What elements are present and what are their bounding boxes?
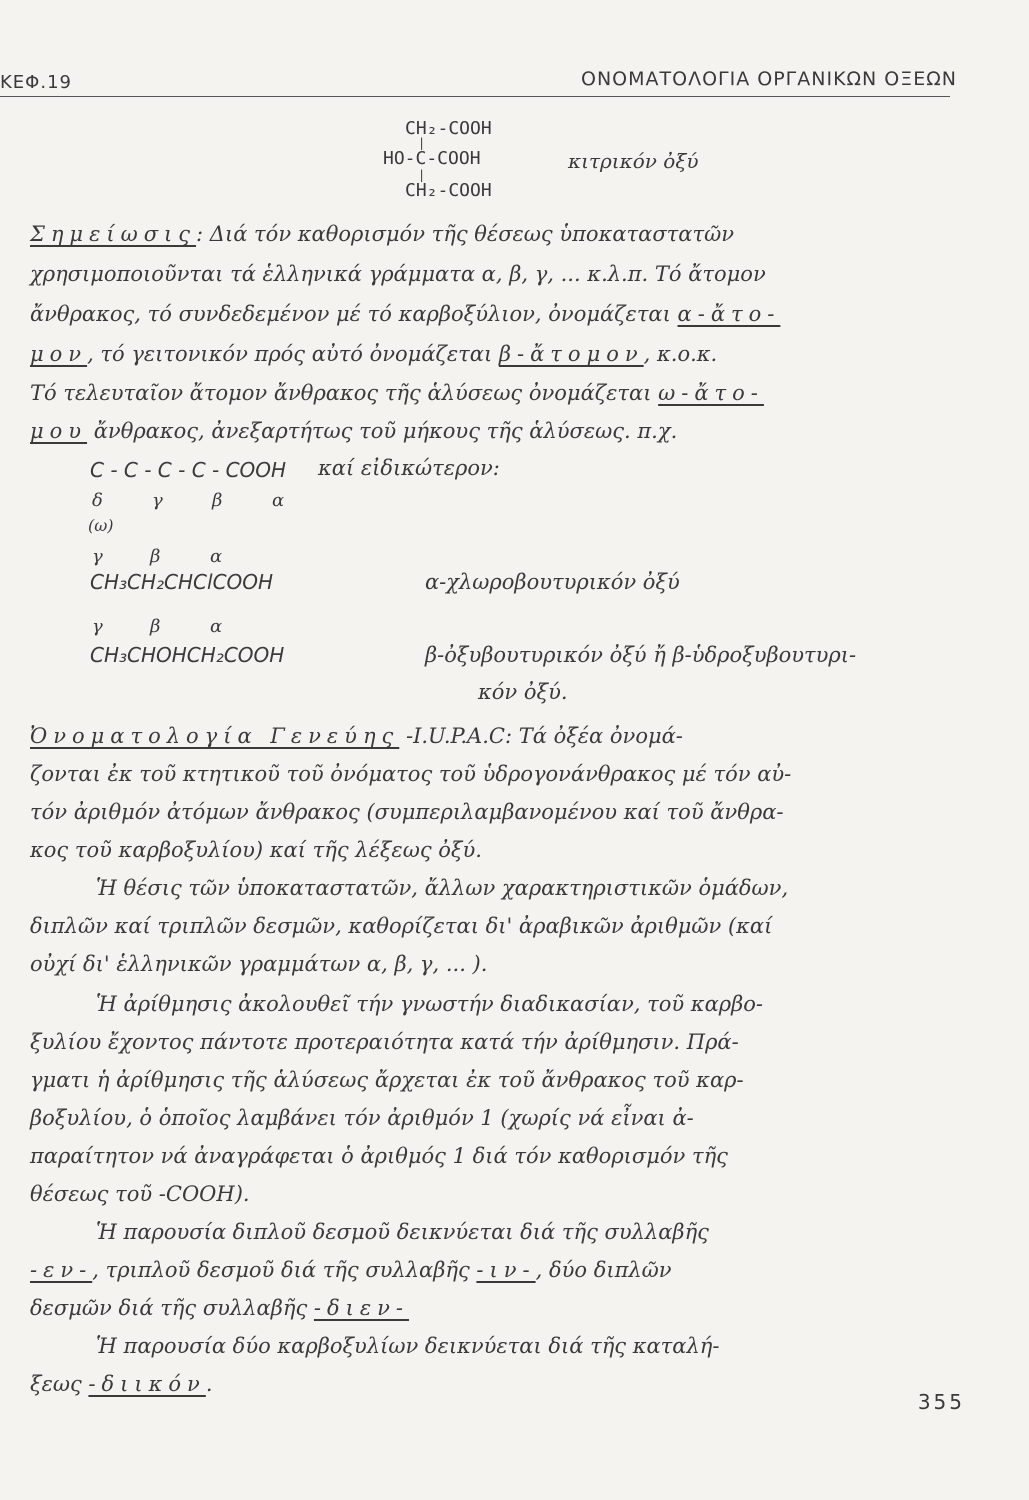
p1-line-1: Ὀνοματολογία Γενεύης -I.U.P.A.C: Τά ὀξέα ὀνομά- (30, 724, 683, 748)
p3-line-4: βοξυλίου, ὁ ὁποῖος λαμβάνει τόν ἀριθμόν 1 (χωρίς νά εἶναι ἀ- (30, 1106, 694, 1130)
formula-line-3: CH₂-COOH (405, 180, 492, 201)
iupac-heading: Ὀνοματολογία Γενεύης (30, 724, 400, 748)
p3-line-2: ξυλίου ἔχοντος πάντοτε προτεραιότητα κατά τήν ἀρίθμησιν. Πρά- (30, 1030, 739, 1054)
formula-bond-2: | (418, 168, 426, 182)
ex1-letter-gamma: γ (92, 546, 103, 567)
p3-line-5: παραίτητον νά ἀναγράφεται ὁ ἀριθμός 1 διά τόν καθορισμόν τῆς (30, 1144, 728, 1168)
p1-line-2: ζονται ἐκ τοῦ κτητικοῦ τοῦ ὀνόματος τοῦ ὑδρογονάνθρακος μέ τόν αὐ- (30, 762, 792, 786)
ex1-name: α-χλωροβουτυρικόν ὀξύ (425, 570, 680, 594)
example-chain: C - C - C - C - COOH (90, 458, 287, 482)
ex2-letter-gamma: γ (92, 616, 103, 637)
formula-line-1: CH₂-COOH (405, 118, 492, 139)
p4-line-2: -εν-, τριπλοῦ δεσμοῦ διά τῆς συλλαβῆς -ιν-, δύο διπλῶν (30, 1258, 672, 1282)
running-title: ΟΝΟΜΑΤΟΛΟΓΙΑ ΟΡΓΑΝΙΚΩΝ ΟΞΕΩΝ (581, 68, 957, 90)
p5-line-2: ξεως -διικόν. (30, 1372, 213, 1396)
letter-alpha: α (272, 490, 285, 511)
example-chain-note: καί εἰδικώτερον: (318, 456, 500, 480)
ex2-formula: CH₃CHOHCH₂COOH (90, 643, 285, 667)
p1-line-3: τόν ἀριθμόν ἀτόμων ἄνθρακος (συμπεριλαμβανομένου καί τοῦ ἄνθρα- (30, 800, 784, 824)
ex1-letter-alpha: α (210, 546, 223, 567)
note-line-3: ἄνθρακος, τό συνδεδεμένον μέ τό καρβοξύλιον, ὀνομάζεται α-ἄτο- (30, 302, 781, 326)
citric-acid-name: κιτρικόν ὀξύ (568, 149, 699, 173)
p3-line-3: γματι ἡ ἀρίθμησις τῆς ἁλύσεως ἄρχεται ἐκ τοῦ ἄνθρακος τοῦ καρ- (30, 1068, 744, 1092)
p3-line-1: Ἡ ἀρίθμησις ἀκολουθεῖ τήν γνωστήν διαδικασίαν, τοῦ καρβο- (96, 992, 763, 1016)
p2-line-2: διπλῶν καί τριπλῶν δεσμῶν, καθορίζεται δι' ἀραβικῶν ἀριθμῶν (καί (30, 914, 773, 938)
page-number: 355 (917, 1390, 965, 1414)
ex2-letter-beta: β (150, 616, 161, 637)
p3-line-6: θέσεως τοῦ -COOH). (30, 1182, 250, 1206)
note-line-2: χρησιμοποιοῦνται τά ἑλληνικά γράμματα α, β, γ, ... κ.λ.π. Τό ἄτομον (30, 262, 766, 286)
note-line-4: μον, τό γειτονικόν πρός αὐτό ὀνομάζεται β-ἄτομον, κ.ο.κ. (30, 342, 718, 366)
note-heading: Σημείωσις (30, 222, 197, 246)
p4-line-1: Ἡ παρουσία διπλοῦ δεσμοῦ δεικνύεται διά τῆς συλλαβῆς (96, 1220, 709, 1244)
p2-line-3: οὐχί δι' ἑλληνικῶν γραμμάτων α, β, γ, ... ). (30, 952, 488, 976)
p5-line-1: Ἡ παρουσία δύο καρβοξυλίων δεικνύεται διά τῆς καταλή- (96, 1334, 720, 1358)
formula-bond-1: | (418, 136, 426, 150)
letter-beta: β (212, 490, 223, 511)
letter-omega: (ω) (88, 516, 114, 535)
p1-line-4: κος τοῦ καρβοξυλίου) καί τῆς λέξεως ὀξύ. (30, 838, 482, 862)
ex1-formula: CH₃CH₂CHClCOOH (90, 570, 274, 594)
p2-line-1: Ἡ θέσις τῶν ὑποκαταστατῶν, ἄλλων χαρακτηριστικῶν ὁμάδων, (96, 876, 789, 900)
note-line-5: Τό τελευταῖον ἄτομον ἄνθρακος τῆς ἁλύσεως ὀνομάζεται ω-ἄτο- (30, 381, 764, 405)
note-line-1: Σημείωσις: Διά τόν καθορισμόν τῆς θέσεως ὑποκαταστατῶν (30, 222, 734, 246)
p4-line-3: δεσμῶν διά τῆς συλλαβῆς -διεν- (30, 1296, 410, 1320)
ex1-letter-beta: β (150, 546, 161, 567)
header-rule (0, 96, 950, 97)
letter-gamma: γ (152, 490, 163, 511)
note-line-6: μου ἄνθρακος, ἀνεξαρτήτως τοῦ μήκους τῆς ἁλύσεως. π.χ. (30, 419, 678, 443)
ex2-name: β-ὀξυβουτυρικόν ὀξύ ἤ β-ὑδροξυβουτυρι- (425, 643, 857, 667)
letter-delta: δ (92, 490, 103, 511)
ex2-letter-alpha: α (210, 616, 223, 637)
chapter-label: ΚΕΦ.19 (0, 72, 72, 93)
ex2-name-cont: κόν ὀξύ. (478, 680, 568, 704)
formula-line-2: HO-C-COOH (383, 148, 481, 169)
